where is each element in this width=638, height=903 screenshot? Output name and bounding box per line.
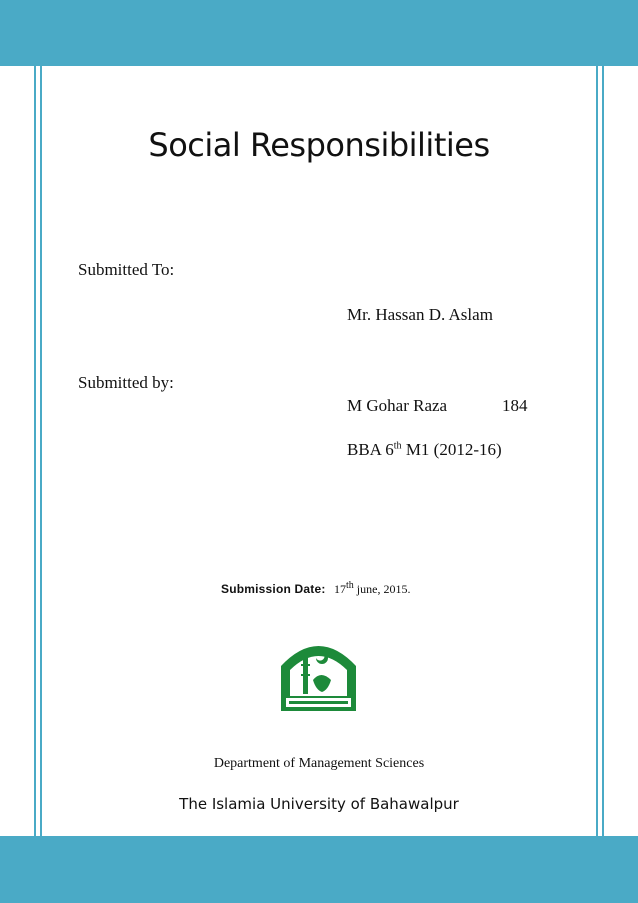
document-title: Social Responsibilities xyxy=(148,126,490,164)
class-superscript: th xyxy=(393,440,402,452)
top-border-band xyxy=(0,0,638,66)
class-info xyxy=(347,440,502,460)
submission-date-day: 17 xyxy=(334,582,346,596)
class-prefix: BBA 6 xyxy=(347,440,394,459)
university-logo-icon xyxy=(280,636,357,712)
submitted-to-label: Submitted To: xyxy=(78,260,175,279)
class-suffix: M1 (2012-16) xyxy=(401,440,502,459)
department-name: Department of Management Sciences xyxy=(213,756,425,771)
student-name: M Gohar Raza xyxy=(347,396,448,415)
roll-number: 184 xyxy=(502,396,528,415)
submitted-by-label: Submitted by: xyxy=(78,373,174,392)
submission-date-label: Submission Date: xyxy=(221,582,326,596)
submission-date-rest: june, 2015. xyxy=(353,582,411,596)
university-name: The Islamia University of Bahawalpur xyxy=(179,795,459,813)
submitted-to-value: Mr. Hassan D. Aslam xyxy=(347,305,493,324)
bottom-border-band xyxy=(0,836,638,903)
submission-date-value xyxy=(334,582,410,597)
submission-date-superscript: th xyxy=(346,580,354,591)
